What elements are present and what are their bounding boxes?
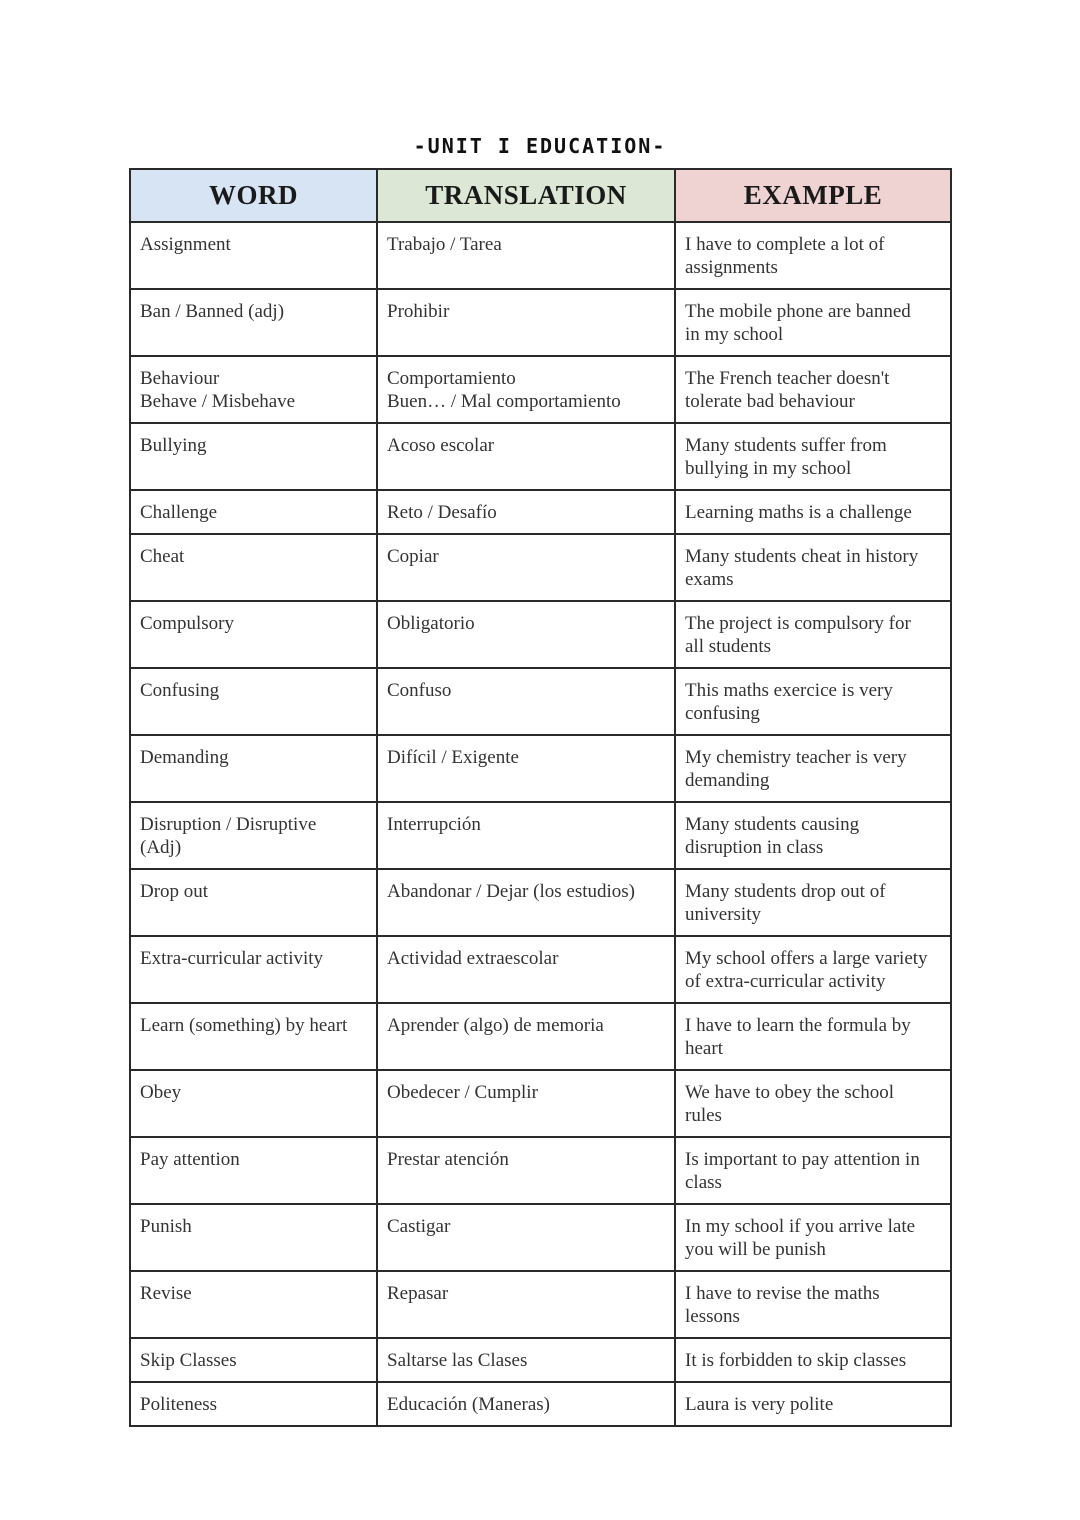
translation-cell	[377, 1338, 675, 1382]
translation-cell-text: Trabajo / Tarea	[387, 234, 502, 255]
translation-cell-text: Repasar	[387, 1283, 449, 1304]
word-cell	[130, 668, 377, 735]
example-cell	[675, 802, 951, 869]
word-cell-text: Disruption / Disruptive (Adj)	[140, 814, 317, 858]
word-cell	[130, 1003, 377, 1070]
translation-cell-text: Castigar	[387, 1216, 451, 1237]
translation-cell	[377, 735, 675, 802]
translation-cell	[377, 1271, 675, 1338]
table-row	[130, 490, 951, 534]
word-cell-text: Ban / Banned (adj)	[140, 301, 285, 322]
table-row	[130, 601, 951, 668]
example-cell	[675, 1338, 951, 1382]
word-cell-text: Learn (something) by heart	[140, 1015, 348, 1036]
example-cell	[675, 1204, 951, 1271]
translation-cell-text: Saltarse las Clases	[387, 1350, 528, 1371]
translation-cell	[377, 601, 675, 668]
table-row	[130, 1271, 951, 1338]
translation-cell-text: Interrupción	[387, 814, 481, 835]
example-cell	[675, 601, 951, 668]
word-cell-text: Pay attention	[140, 1149, 240, 1170]
example-cell-text: My chemistry teacher is very demanding	[685, 747, 907, 791]
table-row	[130, 802, 951, 869]
word-cell-text: Obey	[140, 1082, 182, 1103]
table-row	[130, 1003, 951, 1070]
table-row	[130, 1070, 951, 1137]
word-cell-text: Punish	[140, 1216, 192, 1237]
example-cell	[675, 735, 951, 802]
translation-cell-text: Copiar	[387, 546, 439, 567]
translation-cell	[377, 802, 675, 869]
translation-cell-text: Prohibir	[387, 301, 450, 322]
example-cell	[675, 1003, 951, 1070]
table-row	[130, 356, 951, 423]
example-cell	[675, 936, 951, 1003]
word-cell	[130, 534, 377, 601]
word-cell	[130, 1070, 377, 1137]
translation-cell	[377, 1070, 675, 1137]
translation-cell	[377, 356, 675, 423]
word-cell-text: Bullying	[140, 435, 207, 456]
translation-cell-text: Comportamiento Buen… / Mal comportamiento	[387, 368, 621, 412]
word-cell	[130, 490, 377, 534]
table-row	[130, 222, 951, 289]
example-cell	[675, 289, 951, 356]
translation-cell-text: Abandonar / Dejar (los estudios)	[387, 881, 635, 902]
word-cell-text: Challenge	[140, 502, 218, 523]
example-cell	[675, 1382, 951, 1426]
example-cell-text: Many students suffer from bullying in my school	[685, 435, 887, 479]
translation-cell	[377, 869, 675, 936]
translation-cell	[377, 490, 675, 534]
example-cell-text: Learning maths is a challenge	[685, 502, 912, 523]
translation-cell	[377, 936, 675, 1003]
translation-cell-text: Confuso	[387, 680, 452, 701]
header-example: EXAMPLE	[675, 169, 951, 222]
word-cell	[130, 1271, 377, 1338]
example-cell-text: I have to complete a lot of assignments	[685, 234, 885, 278]
word-cell-text: Drop out	[140, 881, 209, 902]
example-cell	[675, 869, 951, 936]
example-cell-text: Many students cheat in history exams	[685, 546, 919, 590]
example-cell-text: The project is compulsory for all students	[685, 613, 911, 657]
translation-cell	[377, 222, 675, 289]
translation-cell-text: Prestar atención	[387, 1149, 509, 1170]
example-cell	[675, 1070, 951, 1137]
example-cell-text: Is important to pay attention in class	[685, 1149, 920, 1193]
example-cell-text: Laura is very polite	[685, 1394, 834, 1415]
table-row	[130, 668, 951, 735]
word-cell	[130, 802, 377, 869]
example-cell-text: This maths exercice is very confusing	[685, 680, 893, 724]
example-cell	[675, 1271, 951, 1338]
example-cell	[675, 534, 951, 601]
word-cell	[130, 423, 377, 490]
example-cell	[675, 222, 951, 289]
word-cell-text: Demanding	[140, 747, 229, 768]
example-cell-text: My school offers a large variety of extra-curricular activity	[685, 948, 928, 992]
header-word: WORD	[130, 169, 377, 222]
example-cell-text: I have to revise the maths lessons	[685, 1283, 880, 1327]
table-row	[130, 735, 951, 802]
word-cell	[130, 289, 377, 356]
word-cell	[130, 1382, 377, 1426]
example-cell-text: Many students drop out of university	[685, 881, 886, 925]
word-cell-text: Revise	[140, 1283, 192, 1304]
word-cell	[130, 1338, 377, 1382]
table-row	[130, 1382, 951, 1426]
translation-cell	[377, 668, 675, 735]
translation-cell	[377, 1204, 675, 1271]
word-cell-text: Skip Classes	[140, 1350, 237, 1371]
word-cell	[130, 356, 377, 423]
translation-cell	[377, 1003, 675, 1070]
word-cell-text: Compulsory	[140, 613, 234, 634]
table-row	[130, 1204, 951, 1271]
example-cell	[675, 356, 951, 423]
word-cell-text: Behaviour Behave / Misbehave	[140, 368, 296, 412]
word-cell-text: Assignment	[140, 234, 231, 255]
word-cell	[130, 1204, 377, 1271]
word-cell	[130, 1137, 377, 1204]
example-cell-text: The mobile phone are banned in my school	[685, 301, 911, 345]
word-cell	[130, 936, 377, 1003]
page-title: -UNIT I EDUCATION-	[413, 134, 667, 158]
table-header-row	[130, 169, 951, 222]
header-translation: TRANSLATION	[377, 169, 675, 222]
example-cell	[675, 668, 951, 735]
table-row	[130, 534, 951, 601]
example-cell-text: It is forbidden to skip classes	[685, 1350, 907, 1371]
table-row	[130, 423, 951, 490]
word-cell-text: Cheat	[140, 546, 185, 567]
example-cell-text: In my school if you arrive late you will be punish	[685, 1216, 916, 1260]
translation-cell-text: Aprender (algo) de memoria	[387, 1015, 604, 1036]
translation-cell-text: Educación (Maneras)	[387, 1394, 551, 1415]
translation-cell-text: Reto / Desafío	[387, 502, 497, 523]
translation-cell-text: Acoso escolar	[387, 435, 495, 456]
example-cell-text: We have to obey the school rules	[685, 1082, 894, 1126]
word-cell-text: Confusing	[140, 680, 220, 701]
word-cell	[130, 869, 377, 936]
word-cell-text: Politeness	[140, 1394, 218, 1415]
translation-cell-text: Difícil / Exigente	[387, 747, 519, 768]
table-row	[130, 869, 951, 936]
translation-cell-text: Obligatorio	[387, 613, 475, 634]
example-cell-text: Many students causing disruption in class	[685, 814, 860, 858]
word-cell-text: Extra-curricular activity	[140, 948, 324, 969]
table-row	[130, 936, 951, 1003]
vocabulary-table	[129, 168, 952, 1427]
translation-cell-text: Obedecer / Cumplir	[387, 1082, 538, 1103]
example-cell-text: The French teacher doesn't tolerate bad behaviour	[685, 368, 890, 412]
example-cell	[675, 1137, 951, 1204]
translation-cell	[377, 1137, 675, 1204]
translation-cell	[377, 289, 675, 356]
table-body	[130, 222, 951, 1426]
table-row	[130, 289, 951, 356]
translation-cell-text: Actividad extraescolar	[387, 948, 559, 969]
word-cell	[130, 735, 377, 802]
word-cell	[130, 601, 377, 668]
table-row	[130, 1338, 951, 1382]
example-cell	[675, 490, 951, 534]
translation-cell	[377, 534, 675, 601]
word-cell	[130, 222, 377, 289]
translation-cell	[377, 1382, 675, 1426]
example-cell	[675, 423, 951, 490]
translation-cell	[377, 423, 675, 490]
table-row	[130, 1137, 951, 1204]
example-cell-text: I have to learn the formula by heart	[685, 1015, 911, 1059]
